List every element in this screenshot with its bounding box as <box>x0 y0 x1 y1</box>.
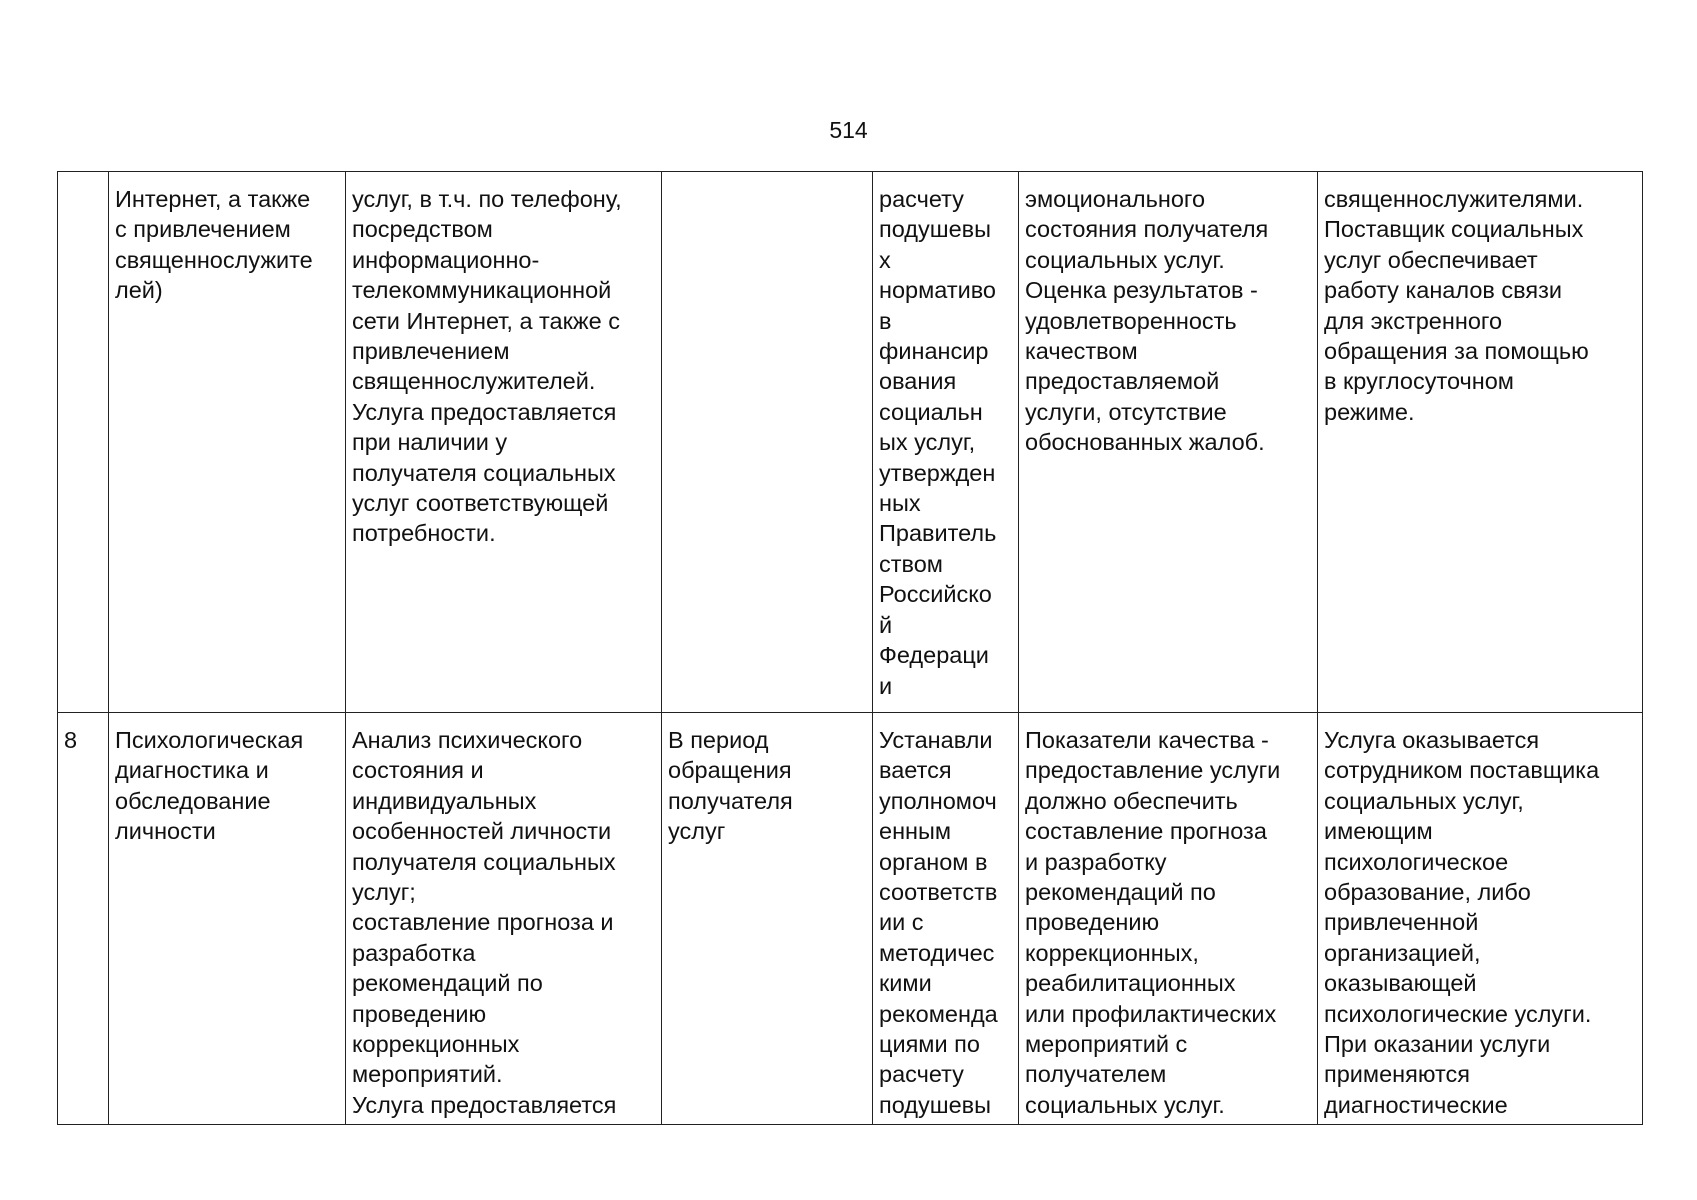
cell-service-description: Анализ психического состояния и индивидуальных особенностей личности получателя социальных услуг; составление прогноза и разработка рекомендаций по проведению коррекционных мероприятий. Услуга предоставляется <box>346 713 662 1125</box>
cell-service-term: В период обращения получателя услуг <box>662 713 873 1125</box>
cell-quality: эмоционального состояния получателя социальных услуг. Оценка результатов - удовлетворенность качеством предоставляемой услуги, отсутствие обоснованных жалоб. <box>1019 172 1318 713</box>
table-row <box>58 172 1643 713</box>
cell-number: 8 <box>58 713 109 1125</box>
cell-conditions: Услуга оказывается сотрудником поставщика социальных услуг, имеющим психологическое образование, либо привлеченной организацией, оказывающей психологические услуги. При оказании услуги применяются диагностические <box>1318 713 1643 1125</box>
cell-conditions: священнослужителями. Поставщик социальных услуг обеспечивает работу каналов связи для экстренного обращения за помощью в круглосуточном режиме. <box>1318 172 1643 713</box>
services-table <box>57 171 1643 1125</box>
cell-service-description: услуг, в т.ч. по телефону, посредством информационно- телекоммуникационной сети Интернет, а также с привлечением священнослужителей. Услуга предоставляется при наличии у получателя социальных услуг соответствующей потребности. <box>346 172 662 713</box>
cell-service-name: Интернет, а также с привлечением священнослужите лей) <box>109 172 346 713</box>
page-number: 514 <box>829 117 868 143</box>
cell-service-term <box>662 172 873 713</box>
table-row <box>58 713 1643 1125</box>
cell-norm: Устанавли вается уполномоч енным органом в соответств ии с методичес кими рекоменда циями по расчету подушевы <box>873 713 1019 1125</box>
cell-service-name: Психологическая диагностика и обследование личности <box>109 713 346 1125</box>
cell-quality: Показатели качества - предоставление услуги должно обеспечить составление прогноза и разработку рекомендаций по проведению коррекционных, реабилитационных или профилактических мероприятий с получателем социальных услуг. <box>1019 713 1318 1125</box>
cell-number <box>58 172 109 713</box>
cell-norm: расчету подушевы х нормативо в финансир ования социальн ых услуг, утвержден ных Правитель ством Российско й Федераци и <box>873 172 1019 713</box>
